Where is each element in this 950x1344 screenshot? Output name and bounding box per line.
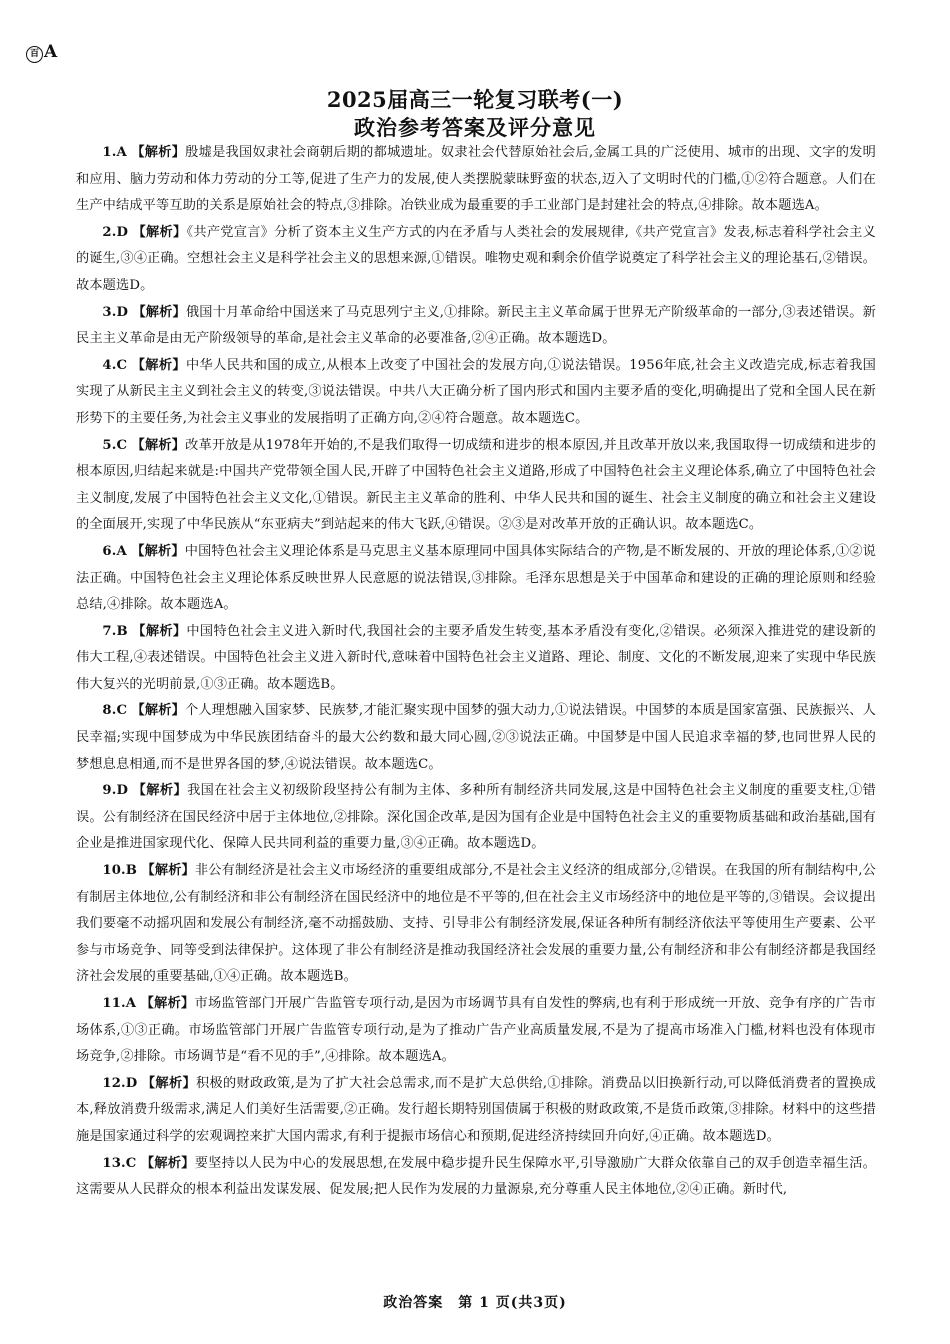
analysis-tag: 【解析】	[131, 543, 185, 559]
answer-letter: B	[116, 623, 128, 639]
answer-letter: A	[116, 145, 127, 160]
analysis-text: 中国特色社会主义理论体系是马克思主义基本原理同中国具体实际结合的产物,是不断发展的、开放的理论体系,①②说法正确。中国特色社会主义理论体系反映世界人民意愿的说法错误,③排除。毛泽东思想是关于中国革命和建设的正确的理论原则和经验总结,④排除。故本题选A。	[76, 543, 876, 613]
answer-item	[76, 991, 876, 1071]
question-number: 4.	[102, 357, 117, 373]
answer-letter: D	[116, 224, 129, 240]
analysis-text: 要坚持以人民为中心的发展思想,在发展中稳步提升民生保障水平,引导激励广大群众依靠自己的双手创造幸福生活。这需要从人民群众的根本利益出发谋发展、促发展;把人民作为发展的力量源泉,充分尊重人民主体地位,②④正确。新时代,	[76, 1155, 877, 1198]
question-number: 10.	[102, 863, 126, 879]
question-number: 6.	[102, 543, 117, 559]
analysis-tag: 【解析】	[141, 1075, 196, 1091]
answer-letter: C	[116, 437, 128, 453]
answer-letter: A	[116, 543, 127, 559]
analysis-text: 《共产党宣言》分析了资本主义生产方式的内在矛盾与人类社会的发展规律,《共产党宣言》发表,标志着科学社会主义的诞生,③④正确。空想社会主义是科学社会主义的思想来源,①错误。唯物史观和剩余价值学说奠定了科学社会主义的理论基石,②错误。故本题选D。	[76, 224, 877, 293]
analysis-tag: 【解析】	[131, 145, 186, 160]
page-footer: 政治答案 第 1 页(共3页)	[383, 1295, 567, 1311]
analysis-tag: 【解析】	[132, 623, 187, 639]
answer-letter: D	[116, 783, 129, 799]
analysis-tag: 【解析】	[132, 783, 188, 799]
answer-list	[76, 140, 876, 1204]
answer-letter: D	[116, 304, 129, 320]
exam-title: 2025届高三一轮复习联考(一)	[326, 87, 624, 112]
question-number: 9.	[102, 783, 117, 799]
answer-item	[76, 433, 876, 539]
analysis-text: 非公有制经济是社会主义市场经济的重要组成部分,不是社会主义经济的组成部分,②错误。在我国的所有制结构中,公有制居主体地位,公有制经济和非公有制经济在国民经济中的地位是不平等的,但在社会主义市场经济中的地位是平等的,③错误。会议提出我们要毫不动摇巩固和发展公有制经济,毫不动摇鼓励、支持、引导非公有制经济发展,保证各种所有制经济依法平等使用生产要素、公平参与市场竞争、同等受到法律保护。这体现了非公有制经济是推动我国经济社会发展的重要力量,公有制经济和非公有制经济都是我国经济社会发展的重要基础,①④正确。故本题选B。	[76, 863, 877, 985]
answer-item	[76, 539, 876, 619]
answer-item	[76, 300, 876, 353]
analysis-text: 积极的财政政策,是为了扩大社会总需求,而不是扩大总供给,①排除。消费品以旧换新行动,可以降低消费者的置换成本,释放消费升级需求,满足人们美好生活需要,②正确。发行超长期特别国债属于积极的财政政策,不是货币政策,③排除。材料中的这些措施是国家通过科学的宏观调控来扩大国内需求,有利于提振市场信心和预期,促进经济持续回升向好,④正确。故本题选D。	[76, 1075, 877, 1144]
answer-item	[76, 698, 876, 778]
analysis-text: 个人理想融入国家梦、民族梦,才能汇聚实现中国梦的强大动力,①说法错误。中国梦的本质是国家富强、民族振兴、人民幸福;实现中国梦成为中华民族团结奋斗的最大公约数和最大同心圆,②③说法正确。中国梦是中国人民追求幸福的梦,也同世界人民的梦想息息相通,而不是世界各国的梦,④说法错误。故本题选C。	[76, 703, 876, 772]
analysis-text: 中国特色社会主义进入新时代,我国社会的主要矛盾发生转变,基本矛盾没有变化,②错误。必须深入推进党的建设新的伟大工程,④表述错误。中国特色社会主义进入新时代,意味着中国特色社会主义道路、理论、制度、文化的不断发展,迎来了实现中华民族伟大复兴的光明前景,①③正确。故本题选B。	[76, 623, 876, 692]
answer-item	[76, 1151, 876, 1204]
question-number: 8.	[102, 703, 117, 719]
question-number: 13.	[102, 1155, 126, 1171]
analysis-text: 市场监管部门开展广告监管专项行动,是因为市场调节具有自发性的弊病,也有利于形成统一开放、竞争有序的广告市场体系,①③正确。市场监管部门开展广告监管专项行动,是为了推动广告产业高质量发展,不是为了提高市场准入门槛,材料也没有体现市场竞争,②排除。市场调节是“看不见的手”,④排除。故本题选A。	[76, 996, 877, 1065]
answer-item	[76, 353, 876, 433]
answer-letter: D	[125, 1075, 138, 1091]
answer-letter: C	[116, 703, 128, 719]
analysis-tag: 【解析】	[132, 304, 186, 320]
seal-mark: 百	[26, 46, 43, 63]
question-number: 12.	[102, 1075, 126, 1091]
question-number: 7.	[102, 623, 117, 639]
analysis-tag: 【解析】	[141, 863, 195, 879]
paper-type-letter: A	[44, 42, 58, 62]
analysis-tag: 【解析】	[140, 1155, 195, 1171]
answer-letter: C	[125, 1155, 137, 1171]
analysis-text: 中华人民共和国的成立,从根本上改变了中国社会的发展方向,①说法错误。1956年底,社会主义改造完成,标志着我国实现了从新民主主义到社会主义的转变,③说法错误。中共八大正确分析了国内形式和国内主要矛盾的变化,明确提出了党和全国人民在新形势下的主要任务,为社会主义事业的发展指明了正确方向,②④符合题意。故本题选C。	[76, 357, 876, 426]
answer-item	[76, 1071, 876, 1151]
answer-item	[76, 778, 876, 858]
paper-type-mark	[26, 42, 57, 63]
answer-letter: B	[125, 863, 138, 879]
document-subtitle: 政治参考答案及评分意见	[354, 116, 596, 140]
analysis-text: 我国在社会主义初级阶段坚持公有制为主体、多种所有制经济共同发展,这是中国特色社会主义制度的重要支柱,①错误。公有制经济在国民经济中居于主体地位,②排除。深化国企改革,是因为国有企业是中国特色社会主义的重要物质基础和政治基础,国有企业是推进国家现代化、保障人民共同利益的重要力量,③④正确。故本题选D。	[76, 783, 876, 852]
analysis-tag: 【解析】	[140, 996, 195, 1011]
answer-item	[76, 858, 876, 991]
answer-item	[76, 619, 876, 699]
analysis-text: 改革开放是从1978年开始的,不是我们取得一切成绩和进步的根本原因,并且改革开放以来,我国取得一切成绩和进步的根本原因,归结起来就是:中国共产党带领全国人民,开辟了中国特色社会主义道路,形成了中国特色社会主义理论体系,确立了中国特色社会主义制度,发展了中国特色社会主义文化,①错误。新民主主义革命的胜利、中华人民共和国的诞生、社会主义制度的确立和社会主义建设的全面展开,实现了中华民族从“东亚病夫”到站起来的伟大飞跃,④错误。②③是对改革开放的正确认识。故本题选C。	[76, 437, 876, 533]
question-number: 2.	[102, 224, 117, 240]
answer-letter: A	[125, 996, 137, 1011]
analysis-tag: 【解析】	[131, 437, 186, 453]
analysis-text: 殷墟是我国奴隶社会商朝后期的都城遗址。奴隶社会代替原始社会后,金属工具的广泛使用、城市的出现、文字的发明和应用、脑力劳动和体力劳动的分工等,促进了生产力的发展,使人类摆脱蒙昧野蛮的状态,迈入了文明时代的门槛,①②符合题意。人们在生产中结成平等互助的关系是原始社会的特点,③排除。冶铁业成为最重要的手工业部门是封建社会的特点,④排除。故本题选A。	[76, 145, 876, 214]
question-number: 3.	[102, 304, 117, 320]
analysis-tag: 【解析】	[132, 224, 187, 240]
answer-item	[76, 140, 876, 220]
question-number: 11.	[102, 996, 126, 1011]
answer-letter: C	[116, 357, 128, 373]
question-number: 1.	[102, 145, 117, 160]
answer-item	[76, 220, 876, 300]
analysis-text: 俄国十月革命给中国送来了马克思列宁主义,①排除。新民主主义革命属于世界无产阶级革命的一部分,③表述错误。新民主主义革命是由无产阶级领导的革命,是社会主义革命的必要准备,②④正确。故本题选D。	[76, 304, 876, 347]
analysis-tag: 【解析】	[131, 357, 186, 373]
question-number: 5.	[102, 437, 117, 453]
analysis-tag: 【解析】	[131, 703, 186, 719]
